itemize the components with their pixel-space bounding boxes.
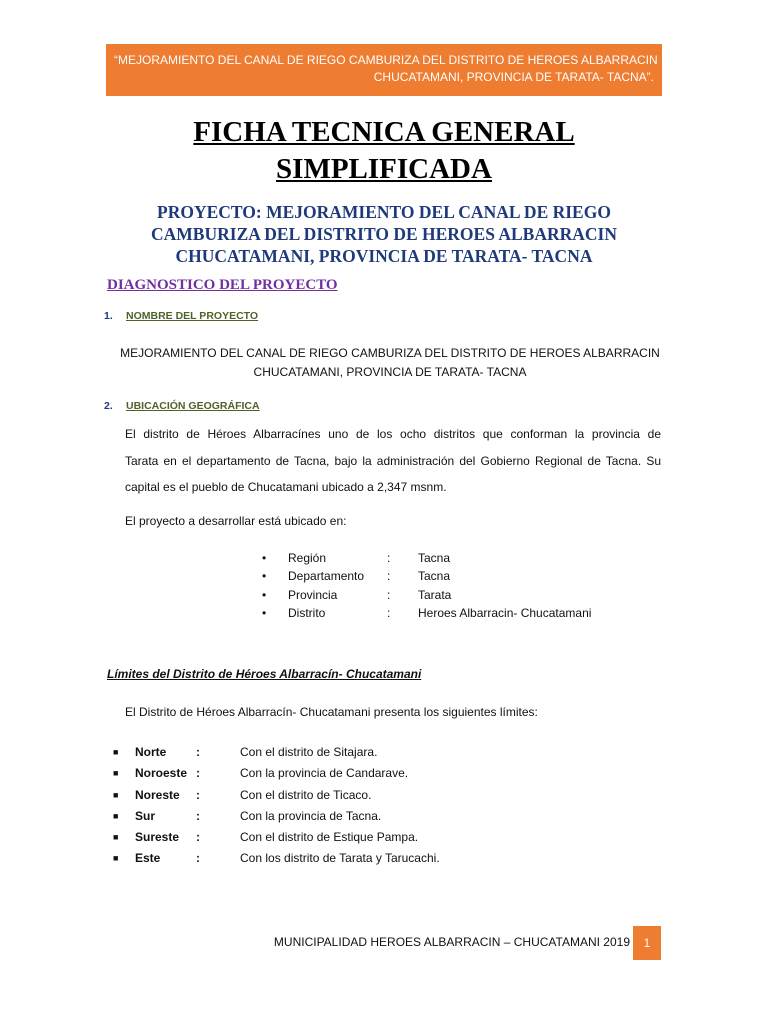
- project-name-line-1: MEJORAMIENTO DEL CANAL DE RIEGO CAMBURIZA DEL DISTRITO DE HEROES ALBARRACIN: [120, 346, 660, 360]
- title-line-1: FICHA TECNICA GENERAL: [193, 116, 575, 148]
- banner-line-2: CHUCATAMANI, PROVINCIA DE TARATA- TACNA”.: [373, 70, 654, 84]
- limit-direction: Sureste: [135, 830, 180, 845]
- location-value: Tacna: [418, 569, 451, 584]
- location-key: Región: [288, 551, 327, 565]
- section-1-heading: [104, 310, 258, 322]
- limit-value: Con el distrito de Estique Pampa.: [240, 830, 419, 845]
- location-sep: :: [387, 587, 391, 602]
- paragraph-line-1: El distrito de Héroes Albarracínes uno de los ocho distritos que conforman la provincia de: [125, 427, 661, 441]
- limit-direction: Noroeste: [135, 766, 188, 781]
- square-bullet-icon: ■: [113, 789, 119, 800]
- limit-direction: Noreste: [135, 787, 180, 802]
- square-bullet-icon: ■: [113, 747, 119, 757]
- limit-sep: :: [196, 808, 200, 823]
- section-2-label: UBICACIÓN GEOGRÁFICA: [126, 400, 260, 412]
- limit-direction: Norte: [135, 745, 167, 759]
- bullet-icon: •: [262, 569, 267, 584]
- limit-sep: :: [196, 766, 200, 781]
- project-name-text: [120, 344, 660, 382]
- square-bullet-icon: ■: [113, 853, 119, 864]
- project-line-2: CAMBURIZA DEL DISTRITO DE HEROES ALBARRACIN: [151, 224, 617, 244]
- footer-text: MUNICIPALIDAD HEROES ALBARRACIN – CHUCATAMANI 2019: [273, 935, 630, 949]
- location-key: Departamento: [288, 569, 365, 584]
- limits-intro: El Distrito de Héroes Albarracín- Chucatamani presenta los siguientes límites:: [125, 705, 538, 719]
- location-key: Provincia: [288, 587, 338, 602]
- page-number: 1: [633, 926, 661, 960]
- document-title: [0, 114, 768, 188]
- limit-value: Con los distrito de Tarata y Tarucachi.: [240, 851, 440, 866]
- project-line-1: PROYECTO: MEJORAMIENTO DEL CANAL DE RIEGO: [157, 202, 611, 222]
- bullet-icon: •: [262, 587, 267, 602]
- location-value: Tacna: [418, 551, 451, 565]
- location-sep: :: [387, 569, 391, 584]
- project-title: [0, 201, 768, 267]
- location-sep: :: [387, 605, 391, 620]
- limit-sep: :: [196, 830, 200, 845]
- location-value: Heroes Albarracin- Chucatamani: [418, 605, 592, 620]
- project-line-3: CHUCATAMANI, PROVINCIA DE TARATA- TACNA: [175, 246, 593, 266]
- diagnostico-heading: DIAGNOSTICO DEL PROYECTO: [107, 277, 338, 293]
- limit-direction: Sur: [135, 808, 156, 823]
- project-name-line-2: CHUCATAMANI, PROVINCIA DE TARATA- TACNA: [253, 365, 527, 379]
- square-bullet-icon: ■: [113, 768, 119, 779]
- section-2-number: 2.: [104, 400, 113, 412]
- location-key: Distrito: [288, 605, 326, 620]
- limit-sep: :: [196, 745, 200, 759]
- bullet-icon: •: [262, 551, 267, 565]
- location-intro: El proyecto a desarrollar está ubicado en:: [125, 514, 347, 528]
- paragraph-line-2: Tarata en el departamento de Tacna, bajo la administración del Gobierno Regional de Tacna. Su: [125, 453, 661, 468]
- limit-direction: Este: [135, 851, 161, 866]
- section-1-label: NOMBRE DEL PROYECTO: [126, 310, 259, 322]
- limit-value: Con el distrito de Ticaco.: [240, 787, 372, 802]
- banner-line-1: “MEJORAMIENTO DEL CANAL DE RIEGO CAMBURIZA DEL DISTRITO DE HEROES ALBARRACIN: [114, 53, 658, 67]
- square-bullet-icon: ■: [113, 810, 119, 821]
- limit-value: Con la provincia de Candarave.: [240, 766, 409, 781]
- paragraph-line-3: capital es el pueblo de Chucatamani ubicado a 2,347 msnm.: [125, 480, 447, 494]
- limit-sep: :: [196, 787, 200, 802]
- header-banner: [106, 44, 662, 96]
- location-paragraph: [125, 421, 661, 501]
- section-1-number: 1.: [104, 310, 113, 322]
- limits-heading: Límites del Distrito de Héroes Albarracín- Chucatamani: [107, 667, 422, 681]
- limit-sep: :: [196, 851, 200, 866]
- location-sep: :: [387, 551, 391, 565]
- limit-value: Con la provincia de Tacna.: [240, 808, 382, 823]
- bullet-icon: •: [262, 605, 267, 620]
- location-value: Tarata: [418, 587, 452, 602]
- square-bullet-icon: ■: [113, 832, 119, 843]
- limit-value: Con el distrito de Sitajara.: [240, 745, 378, 759]
- section-2-heading: [104, 400, 260, 412]
- title-line-2: SIMPLIFICADA: [276, 153, 492, 185]
